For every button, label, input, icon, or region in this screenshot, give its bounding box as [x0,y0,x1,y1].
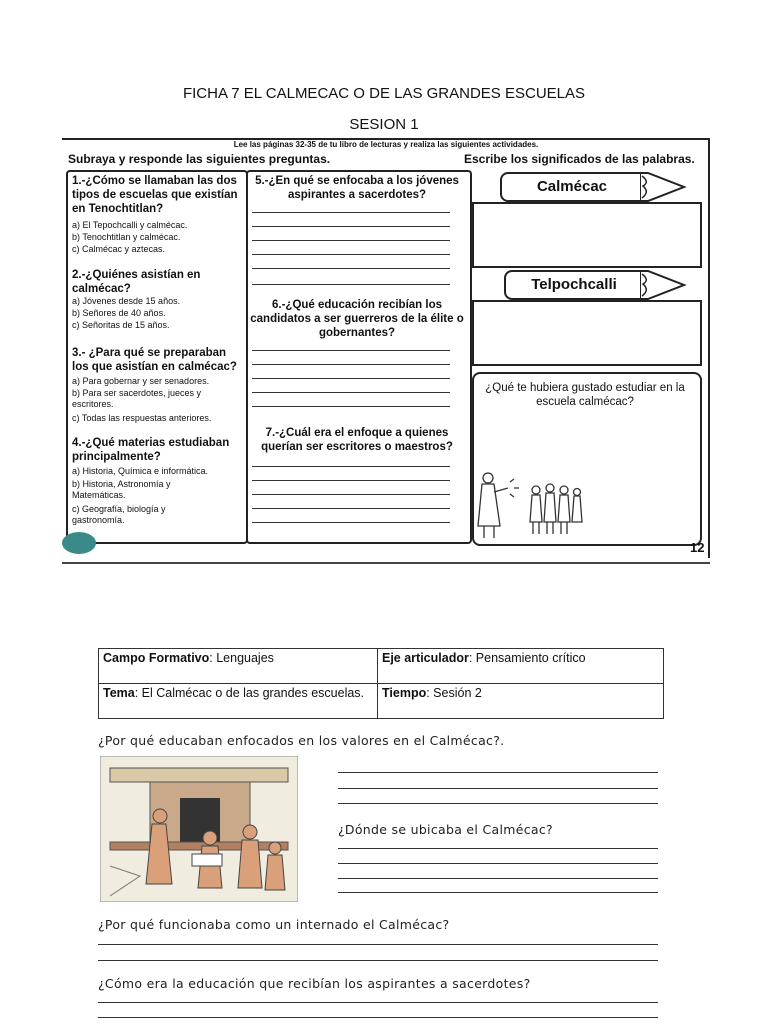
q1-option-b[interactable]: b) Tenochtitlan y calmécac. [72,232,181,242]
tema-label: Tema [103,686,135,700]
instruction-text: Lee las páginas 32-35 de tu libro de lecturas y realiza las siguientes actividades. [233,140,539,149]
answer-line[interactable] [252,212,450,213]
q3-option-c[interactable]: c) Todas las respuestas anteriores. [72,413,212,423]
question-2: 2.-¿Quiénes asistían en calmécac? [72,269,201,295]
question-7: 7.-¿Cuál era el enfoque a quienes querían ser escritores o maestros? [261,427,453,453]
campo-value: : Lenguajes [209,651,274,665]
answer-line[interactable] [338,803,658,804]
answer-line[interactable] [338,892,658,893]
answer-line[interactable] [252,350,450,351]
teacher-students-illustration-icon [474,466,584,542]
q3-option-b[interactable]: b) Para ser sacerdotes, jueces y escritores. [72,388,202,409]
left-heading: Subraya y responde las siguientes preguntas. [68,152,331,166]
answer-line[interactable] [338,863,658,864]
answer-line[interactable] [252,508,450,509]
pencil-tip-icon [640,172,690,202]
calmecac-codex-image [100,756,298,902]
answer-line[interactable] [98,1017,658,1018]
answer-line[interactable] [252,226,450,227]
word-label-telpochcalli: Telpochcalli [504,270,644,300]
right-heading: Escribe los significados de las palabras. [464,152,695,166]
answer-line[interactable] [98,960,658,961]
answer-line[interactable] [252,480,450,481]
page-title: FICHA 7 EL CALMECAC O DE LAS GRANDES ESCUELAS [182,85,586,102]
session2-question-4: ¿Cómo era la educación que recibían los aspirantes a sacerdotes? [98,976,531,991]
answer-line[interactable] [252,364,450,365]
q2-option-b[interactable]: b) Señores de 40 años. [72,308,166,318]
page-number: 12 [690,540,705,555]
q4-option-a[interactable]: a) Historia, Química e informática. [72,466,209,476]
answer-line[interactable] [252,254,450,255]
answer-line[interactable] [252,466,450,467]
answer-line[interactable] [252,494,450,495]
question-6: 6.-¿Qué educación recibían los candidatos a ser guerreros de la élite o gobernantes? [250,299,464,339]
tiempo-value: : Sesión 2 [426,686,482,700]
session-label: SESION 1 [349,116,419,133]
session2-question-1: ¿Por qué educaban enfocados en los valores en el Calmécac?. [98,733,505,748]
answer-line[interactable] [252,378,450,379]
session2-header-table [98,648,664,719]
question-4: 4.-¿Qué materias estudiaban principalmente? [72,437,230,463]
answer-line[interactable] [252,284,450,285]
campo-label: Campo Formativo [103,651,210,665]
answer-line[interactable] [338,772,658,773]
word-label-calmecac: Calmécac [500,172,644,202]
q3-option-a[interactable]: a) Para gobernar y ser senadores. [72,376,210,386]
answer-line[interactable] [98,1002,658,1003]
answer-line[interactable] [252,406,450,407]
answer-line[interactable] [252,268,450,269]
publisher-logo [62,532,96,554]
q1-option-a[interactable]: a) El Tepochcalli y calmécac. [72,220,188,230]
tiempo-label: Tiempo [382,686,427,700]
pencil-tip-icon [640,270,690,300]
q4-option-c[interactable]: c) Geografía, biología y gastronomía. [72,504,166,525]
session2-question-2: ¿Dónde se ubicaba el Calmécac? [338,822,553,837]
q2-option-a[interactable]: a) Jóvenes desde 15 años. [72,296,181,306]
question-1: 1.-¿Cómo se llamaban las dos tipos de escuelas que existían en Tenochtitlan? [72,175,238,215]
answer-line[interactable] [252,240,450,241]
eje-value: : Pensamiento crítico [468,651,586,665]
session2-question-3: ¿Por qué funcionaba como un internado el Calmécac? [98,917,450,932]
answer-line[interactable] [338,848,658,849]
q4-option-b[interactable]: b) Historia, Astronomía y Matemáticas. [72,479,171,500]
question-5: 5.-¿En qué se enfocaba a los jóvenes aspirantes a sacerdotes? [255,175,459,201]
telpochcalli-meaning-box[interactable] [472,300,702,366]
answer-line[interactable] [252,392,450,393]
question-3: 3.- ¿Para qué se preparaban los que asistían en calmécac? [72,347,237,373]
calmecac-meaning-box[interactable] [472,202,702,268]
answer-line[interactable] [338,878,658,879]
q1-option-c[interactable]: c) Calmécac y aztecas. [72,244,166,254]
tema-value: : El Calmécac o de las grandes escuelas. [134,686,365,700]
q2-option-c[interactable]: c) Señoritas de 15 años. [72,320,170,330]
eje-label: Eje articulador [382,651,469,665]
worksheet-1 [62,138,710,564]
answer-line[interactable] [98,944,658,945]
answer-line[interactable] [252,522,450,523]
answer-line[interactable] [338,788,658,789]
wish-question: ¿Qué te hubiera gustado estudiar en la escuela calmécac? [485,382,685,408]
